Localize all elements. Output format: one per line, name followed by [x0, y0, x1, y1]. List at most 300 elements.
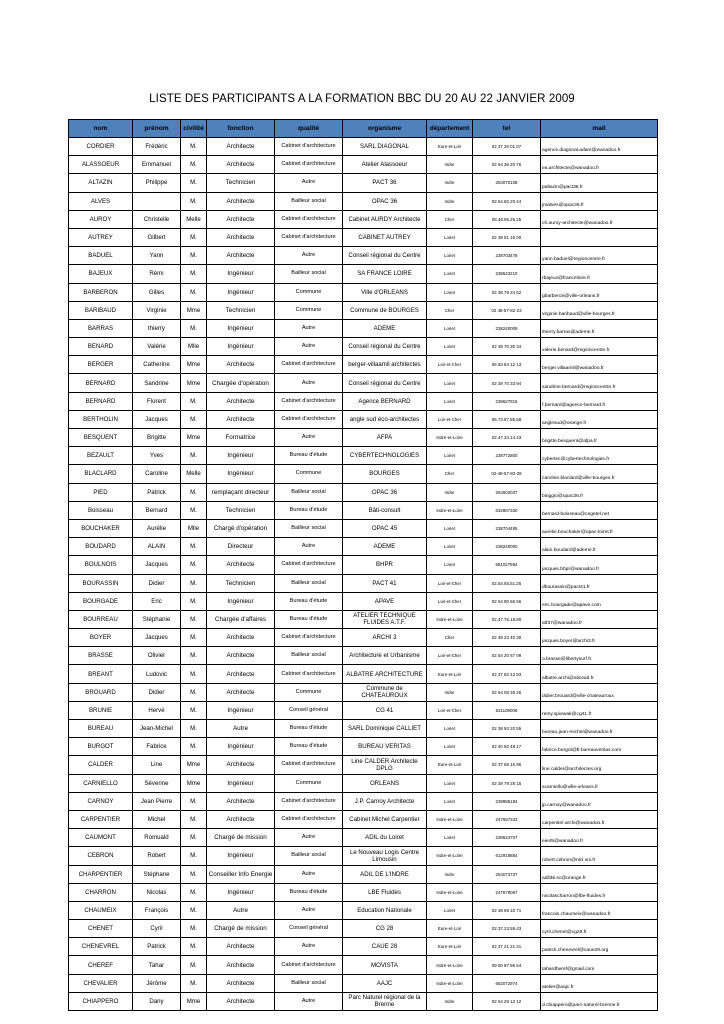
cell-prenom: Brigitte	[133, 429, 181, 447]
cell-civilite: M.	[181, 683, 207, 701]
cell-nom: BEZAULT	[69, 447, 133, 465]
cell-organisme: ATELIER TECHNIQUE FLUIDES A.T.F.	[343, 610, 427, 628]
cell-nom: CORDIER	[69, 138, 133, 156]
table-row	[69, 374, 658, 392]
cell-departement: Loiret	[427, 247, 473, 265]
cell-fonction: Autre	[207, 901, 275, 919]
cell-nom: BARBERON	[69, 283, 133, 301]
cell-qualite: Cabinet d'architecture	[275, 792, 343, 810]
cell-prenom: Tahar	[133, 956, 181, 974]
cell-qualite: Autre	[275, 538, 343, 556]
cell-tel: 238240000	[473, 538, 541, 556]
cell-tel: 662072974	[473, 974, 541, 992]
cell-organisme: MOVISTA	[343, 956, 427, 974]
cell-prenom: Valérie	[133, 338, 181, 356]
cell-mail[interactable]: alain.boudard@ademe.fr	[541, 538, 658, 556]
cell-prenom: Stéphanie	[133, 610, 181, 628]
cell-civilite: M.	[181, 138, 207, 156]
cell-prenom: Séverine	[133, 774, 181, 792]
cell-fonction: Ingénieur	[207, 738, 275, 756]
cell-civilite: M.	[181, 938, 207, 956]
cell-tel: 238543210	[473, 265, 541, 283]
cell-tel: 02.37.23.59.43	[473, 920, 541, 938]
header-organisme: organisme	[343, 120, 427, 138]
cell-mail[interactable]: f.bernard@agence-bernard.fr	[541, 392, 658, 410]
cell-organisme: SARL DIAGONAL	[343, 138, 427, 156]
cell-mail[interactable]: albatre.archi@alicead.fr	[541, 665, 658, 683]
cell-departement: Indre-et-Loire	[427, 956, 473, 974]
cell-tel: 238627815	[473, 392, 541, 410]
cell-tel: 08.48.96.26.25	[473, 210, 541, 228]
table-row	[69, 283, 658, 301]
cell-qualite: Autre	[275, 247, 343, 265]
cell-prenom: Didier	[133, 683, 181, 701]
cell-organisme: ORLEANS	[343, 774, 427, 792]
table-row	[69, 756, 658, 774]
cell-departement: Eure-et-Loir	[427, 665, 473, 683]
cell-prenom: Dany	[133, 992, 181, 1010]
cell-qualite: Cabinet d'architecture	[275, 556, 343, 574]
cell-qualite: Commune	[275, 283, 343, 301]
cell-mail[interactable]: dbourassin@pact41.fr	[541, 574, 658, 592]
cell-departement: Indre-et-Loire	[427, 501, 473, 519]
cell-fonction: Architecte	[207, 138, 275, 156]
table-row	[69, 519, 658, 537]
cell-tel: 02 37 82 43 93	[473, 665, 541, 683]
cell-departement: Loiret	[427, 392, 473, 410]
cell-mail[interactable]: scarniello@ville-orleans.fr	[541, 774, 658, 792]
cell-fonction: Architecte	[207, 756, 275, 774]
cell-prenom: Frédéric	[133, 138, 181, 156]
cell-qualite: Autre	[275, 429, 343, 447]
cell-qualite: Autre	[275, 174, 343, 192]
cell-organisme: ARCHI 3	[343, 629, 427, 647]
cell-qualite: Commune	[275, 683, 343, 701]
cell-tel: 02 54 08 35 26	[473, 683, 541, 701]
table-row	[69, 574, 658, 592]
table-row	[69, 501, 658, 519]
cell-departement: Loiret	[427, 556, 473, 574]
cell-nom: BUREAU	[69, 720, 133, 738]
table-row	[69, 901, 658, 919]
table-row	[69, 629, 658, 647]
cell-civilite: M.	[181, 629, 207, 647]
cell-nom: AUTREY	[69, 228, 133, 246]
cell-fonction: Technicien	[207, 301, 275, 319]
header-prenom: prénom	[133, 120, 181, 138]
cell-tel: 02-48-57-82-29	[473, 465, 541, 483]
cell-civilite: M.	[181, 792, 207, 810]
cell-nom: BOUCHAKER	[69, 519, 133, 537]
cell-qualite: Bailleur social	[275, 265, 343, 283]
cell-nom: AUROY	[69, 210, 133, 228]
cell-mail[interactable]: brigitte.besquent@afpa.fr	[541, 429, 658, 447]
cell-mail[interactable]: jacques.boyer@archi3.fr	[541, 629, 658, 647]
cell-mail[interactable]: patrick.chenevrel@caue28.org	[541, 938, 658, 956]
table-row	[69, 556, 658, 574]
cell-tel: 247678067	[473, 883, 541, 901]
cell-civilite: M.	[181, 556, 207, 574]
cell-prenom: Eric	[133, 592, 181, 610]
cell-qualite: Commune	[275, 774, 343, 792]
cell-fonction: Architecte	[207, 810, 275, 828]
cell-prenom: Emmanuel	[133, 156, 181, 174]
cell-civilite: M.	[181, 247, 207, 265]
cell-tel: 02 38 70 30 34	[473, 338, 541, 356]
cell-mail[interactable]: carpentier.archi@wanadoo.fr	[541, 810, 658, 828]
cell-tel: 02 54 36 20 76	[473, 156, 541, 174]
table-row	[69, 301, 658, 319]
cell-mail[interactable]: anglesud@orange.fr	[541, 410, 658, 428]
cell-civilite: Mme	[181, 992, 207, 1010]
cell-civilite: M.	[181, 174, 207, 192]
cell-nom: CALDER	[69, 756, 133, 774]
cell-fonction: Ingénieur	[207, 338, 275, 356]
cell-mail[interactable]: bernard-boisseau@cegetel.net	[541, 501, 658, 519]
table-row	[69, 829, 658, 847]
cell-mail[interactable]: virginie.baribaud@ville-bourges.fr	[541, 301, 658, 319]
cell-fonction: Architecte	[207, 410, 275, 428]
cell-tel: 02 37 30 01 07	[473, 138, 541, 156]
cell-tel: 02 37 21 21 31	[473, 938, 541, 956]
cell-qualite: Bureau d'étude	[275, 447, 343, 465]
cell-qualite: Bailleur social	[275, 574, 343, 592]
cell-civilite: Melle	[181, 465, 207, 483]
cell-civilite: M.	[181, 501, 207, 519]
cell-qualite: Bureau d'étude	[275, 501, 343, 519]
cell-nom: PIED	[69, 483, 133, 501]
cell-mail[interactable]: francois.chaumeix@wanadoo.fr	[541, 901, 658, 919]
cell-nom: BERGER	[69, 356, 133, 374]
header-mail: mail	[541, 120, 658, 138]
cell-organisme: CAUE 28	[343, 938, 427, 956]
table-row	[69, 356, 658, 374]
cell-mail[interactable]: bloggio@opac36.fr	[541, 483, 658, 501]
cell-nom: CARPENTIER	[69, 810, 133, 828]
cell-tel: 612918884	[473, 847, 541, 865]
cell-departement: Loiret	[427, 738, 473, 756]
cell-mail[interactable]: atf37@wanadoo.fr	[541, 610, 658, 628]
cell-prenom: Yves	[133, 447, 181, 465]
cell-qualite: Cabinet d'architecture	[275, 356, 343, 374]
cell-organisme: J.P. Carnoy Architecte	[343, 792, 427, 810]
cell-prenom: Bernard	[133, 501, 181, 519]
cell-mail[interactable]: cybertec@cybertechnologies.fr	[541, 447, 658, 465]
cell-civilite: M.	[181, 483, 207, 501]
cell-tel: 632867330	[473, 501, 541, 519]
cell-qualite: Bureau d'étude	[275, 883, 343, 901]
cell-mail[interactable]	[541, 228, 658, 246]
cell-departement: Cher	[427, 301, 473, 319]
cell-mail[interactable]: jp.carnoy@wanadoo.fr	[541, 792, 658, 810]
cell-departement: Loiret	[427, 792, 473, 810]
cell-qualite: Cabinet d'architecture	[275, 629, 343, 647]
table-row	[69, 992, 658, 1010]
cell-nom: BOYER	[69, 629, 133, 647]
cell-civilite: M.	[181, 865, 207, 883]
cell-tel: 254073737	[473, 865, 541, 883]
cell-mail[interactable]: eric.bourgade@apave.com	[541, 592, 658, 610]
cell-qualite: Autre	[275, 901, 343, 919]
cell-civilite: M.	[181, 574, 207, 592]
table-row	[69, 974, 658, 992]
cell-departement: Cher	[427, 465, 473, 483]
cell-departement: Eure-et-Loir	[427, 920, 473, 938]
header-fonction: fonction	[207, 120, 275, 138]
cell-fonction: Architecte	[207, 992, 275, 1010]
cell-civilite: M.	[181, 810, 207, 828]
cell-prenom: Catherine	[133, 356, 181, 374]
cell-nom: BROUARD	[69, 683, 133, 701]
cell-fonction: Autre	[207, 720, 275, 738]
cell-fonction: remplaçant directeur	[207, 483, 275, 501]
cell-fonction: Chargé de mission	[207, 829, 275, 847]
cell-mail[interactable]: jmalves@opac36.fr	[541, 192, 658, 210]
cell-civilite: M.	[181, 974, 207, 992]
cell-organisme: Cabinet Michel Carpentier	[343, 810, 427, 828]
cell-nom: BOURGADE	[69, 592, 133, 610]
cell-civilite: M.	[181, 720, 207, 738]
table-row	[69, 429, 658, 447]
cell-civilite: M.	[181, 829, 207, 847]
cell-mail[interactable]: sandrine.bernard@regioncentre.fr	[541, 374, 658, 392]
cell-civilite: M.	[181, 647, 207, 665]
cell-qualite: Cabinet d'architecture	[275, 392, 343, 410]
cell-prenom: Didier	[133, 574, 181, 592]
cell-qualite: Autre	[275, 938, 343, 956]
cell-tel: 02 48-57-82-23	[473, 301, 541, 319]
cell-nom: CHAUMEIX	[69, 901, 133, 919]
cell-nom: BRUNIE	[69, 701, 133, 719]
cell-prenom: Aurélie	[133, 519, 181, 537]
cell-qualite: Autre	[275, 319, 343, 337]
cell-nom: CAUMONT	[69, 829, 133, 847]
cell-qualite: Bureau d'étude	[275, 738, 343, 756]
cell-mail[interactable]: thierry.barras@ademe.fr	[541, 319, 658, 337]
cell-nom: ALASSOEUR	[69, 156, 133, 174]
cell-organisme: Conseil régional du Centre	[343, 247, 427, 265]
cell-mail[interactable]: cyril.chenet@cg28.fr	[541, 920, 658, 938]
cell-prenom: Ludovic	[133, 665, 181, 683]
table-row	[69, 228, 658, 246]
cell-departement: Indre	[427, 192, 473, 210]
cell-qualite: Bailleur social	[275, 519, 343, 537]
table-row	[69, 956, 658, 974]
cell-tel: 254602037	[473, 483, 541, 501]
cell-organisme: Commune de CHATEAUROUX	[343, 683, 427, 701]
cell-departement: Loir-et-Cher	[427, 592, 473, 610]
cell-nom: BREANT	[69, 665, 133, 683]
cell-departement: Loiret	[427, 901, 473, 919]
cell-fonction: Technicien	[207, 174, 275, 192]
cell-mail[interactable]: agence.diagonal.adam@wanadoo.fr	[541, 138, 658, 156]
cell-departement: Cher	[427, 210, 473, 228]
cell-mail[interactable]: paltazin@pact36.fr	[541, 174, 658, 192]
cell-departement: Loir-et-Cher	[427, 574, 473, 592]
cell-departement: Loiret	[427, 538, 473, 556]
cell-organisme: BOURGES	[343, 465, 427, 483]
table-row	[69, 338, 658, 356]
cell-nom: Boisseau	[69, 501, 133, 519]
cell-fonction: Ingénieur	[207, 265, 275, 283]
cell-mail[interactable]: rbajeux@franceloire.fr	[541, 265, 658, 283]
table-row	[69, 592, 658, 610]
cell-civilite: M.	[181, 592, 207, 610]
cell-tel: 238240009	[473, 319, 541, 337]
cell-tel: 02 48 23 40 30	[473, 629, 541, 647]
cell-mail[interactable]: ch.auroy-architecte@wanadoo.fr	[541, 210, 658, 228]
cell-organisme: CG 28	[343, 920, 427, 938]
cell-fonction: Ingénieur	[207, 847, 275, 865]
cell-mail[interactable]: remy.spiewak@cg41.fr	[541, 701, 658, 719]
cell-mail[interactable]: fabrice.burgot@fr.bureauveritas.com	[541, 738, 658, 756]
cell-civilite: M.	[181, 228, 207, 246]
cell-prenom: Fabrice	[133, 738, 181, 756]
cell-tel: 02 38 79 24 62	[473, 283, 541, 301]
cell-tel: 02.47.76.18.80	[473, 610, 541, 628]
cell-mail[interactable]: valerie.benard@regioncentre.fr	[541, 338, 658, 356]
cell-civilite: M.	[181, 447, 207, 465]
cell-qualite: Commune	[275, 301, 343, 319]
table-body	[69, 138, 658, 1011]
cell-fonction: Ingénieur	[207, 701, 275, 719]
cell-nom: BERNARD	[69, 392, 133, 410]
cell-fonction: Architecte	[207, 210, 275, 228]
cell-organisme: CG 41	[343, 701, 427, 719]
cell-departement: Loir-et-Cher	[427, 701, 473, 719]
cell-mail[interactable]: gbarberon@ville-orleans.fr	[541, 283, 658, 301]
cell-civilite: M.	[181, 410, 207, 428]
cell-tel: 02 38 79 28 15	[473, 774, 541, 792]
cell-fonction: Technicien	[207, 574, 275, 592]
cell-organisme: PACT 41	[343, 574, 427, 592]
cell-qualite: Cabinet d'architecture	[275, 665, 343, 683]
cell-mail[interactable]: ea.architecte@wanadoo.fr	[541, 156, 658, 174]
cell-fonction: Directeur	[207, 538, 275, 556]
cell-departement: Indre	[427, 483, 473, 501]
cell-mail[interactable]: jacques.bhpr@wanadoo.fr	[541, 556, 658, 574]
cell-fonction: Technicien	[207, 501, 275, 519]
cell-tel: 02 38 69 10 71	[473, 901, 541, 919]
cell-nom: BERNARD	[69, 374, 133, 392]
cell-tel: 681027684	[473, 556, 541, 574]
cell-tel: 02.54.60.20.44	[473, 192, 541, 210]
cell-mail[interactable]: d.chiappero@parc-naturel-brenne.fr	[541, 992, 658, 1010]
cell-prenom	[133, 192, 181, 210]
cell-prenom: Michel	[133, 810, 181, 828]
cell-fonction: Architecte	[207, 629, 275, 647]
cell-tel: 02 38 70 33 94	[473, 374, 541, 392]
cell-prenom: Jacques	[133, 410, 181, 428]
cell-mail[interactable]: line.calder@architectes.org	[541, 756, 658, 774]
cell-civilite: M.	[181, 392, 207, 410]
cell-qualite: Cabinet d'architecture	[275, 156, 343, 174]
cell-departement: Indre-et-Loire	[427, 429, 473, 447]
cell-qualite: Bureau d'étude	[275, 592, 343, 610]
cell-civilite: M.	[181, 738, 207, 756]
cell-organisme: Commune de BOURGES	[343, 301, 427, 319]
header-departement: département	[427, 120, 473, 138]
table-row	[69, 792, 658, 810]
cell-mail[interactable]: robert.cebron@nlcl.sni.fr	[541, 847, 658, 865]
cell-qualite: Conseil général	[275, 920, 343, 938]
cell-nom: BURGOT	[69, 738, 133, 756]
cell-organisme: PACT 36	[343, 174, 427, 192]
cell-organisme: BHPR	[343, 556, 427, 574]
cell-mail[interactable]: atelier@aajc.fr	[541, 974, 658, 992]
cell-qualite: Bailleur social	[275, 647, 343, 665]
cell-civilite: Mme	[181, 301, 207, 319]
cell-departement: Indre	[427, 865, 473, 883]
cell-nom: BARIBAUD	[69, 301, 133, 319]
cell-departement: Loir-et-Cher	[427, 647, 473, 665]
cell-civilite: M.	[181, 283, 207, 301]
cell-organisme: OPAC 36	[343, 483, 427, 501]
cell-prenom: Jean-Michel	[133, 720, 181, 738]
cell-fonction: Chargé d'opération	[207, 519, 275, 537]
cell-nom: BESQUENT	[69, 429, 133, 447]
cell-mail[interactable]: tahardheref@gmail.com	[541, 956, 658, 974]
cell-departement: Cher	[427, 629, 473, 647]
cell-mail[interactable]: didier.brouard@ville-chateauroux	[541, 683, 658, 701]
cell-tel: 254070108	[473, 174, 541, 192]
cell-mail[interactable]: berger.villaamil@wanadoo.fr	[541, 356, 658, 374]
cell-mail[interactable]: yann.baduel@regioncentre.fr	[541, 247, 658, 265]
cell-nom: CHARPENTIER	[69, 865, 133, 883]
cell-civilite: M.	[181, 920, 207, 938]
cell-fonction: Ingénieur	[207, 774, 275, 792]
cell-organisme: AFPA	[343, 429, 427, 447]
cell-mail[interactable]: eie45@wanadoo.fr	[541, 829, 658, 847]
cell-fonction: Architecte	[207, 647, 275, 665]
cell-qualite: Cabinet d'architecture	[275, 810, 343, 828]
cell-civilite: Mme	[181, 774, 207, 792]
cell-tel: 02 40 92 48 17	[473, 738, 541, 756]
cell-civilite: Melle	[181, 210, 207, 228]
cell-prenom: Olivier	[133, 647, 181, 665]
cell-fonction: Ingénieur	[207, 447, 275, 465]
cell-mail[interactable]: bureau.jean-michel@wanadoo.fr	[541, 720, 658, 738]
cell-qualite: Bailleur social	[275, 974, 343, 992]
cell-mail[interactable]: aurelie.bouchaker@opac-loiret.fr	[541, 519, 658, 537]
cell-organisme: Education Nationale	[343, 901, 427, 919]
cell-fonction: Architecte	[207, 974, 275, 992]
cell-organisme: Agence BERNARD	[343, 392, 427, 410]
cell-prenom: ALAIN	[133, 538, 181, 556]
cell-tel: 09 50 87 96 54	[473, 956, 541, 974]
cell-nom: BERTHOLIN	[69, 410, 133, 428]
cell-fonction: Architecte	[207, 956, 275, 974]
cell-tel: 02 38 93 20 55	[473, 720, 541, 738]
cell-fonction: Ingénieur	[207, 283, 275, 301]
cell-mail[interactable]: caroline.blaclard@ville-bourges.fr	[541, 465, 658, 483]
cell-tel: 621109009	[473, 701, 541, 719]
cell-mail[interactable]: o.brasse@libertysurf.fr	[541, 647, 658, 665]
table-row	[69, 447, 658, 465]
cell-tel: 238624707	[473, 829, 541, 847]
cell-civilite: Mme	[181, 374, 207, 392]
cell-mail[interactable]: adil36.sc@orange.fr	[541, 865, 658, 883]
cell-civilite: M.	[181, 538, 207, 556]
cell-departement: Loir-et-Cher	[427, 356, 473, 374]
cell-qualite: Autre	[275, 374, 343, 392]
cell-departement: Indre	[427, 156, 473, 174]
cell-departement: Loiret	[427, 319, 473, 337]
cell-civilite: M.	[181, 901, 207, 919]
cell-mail[interactable]: nicolascharron@lbe-fluides.fr	[541, 883, 658, 901]
cell-organisme: APAVE	[343, 592, 427, 610]
cell-fonction: Architecte	[207, 247, 275, 265]
